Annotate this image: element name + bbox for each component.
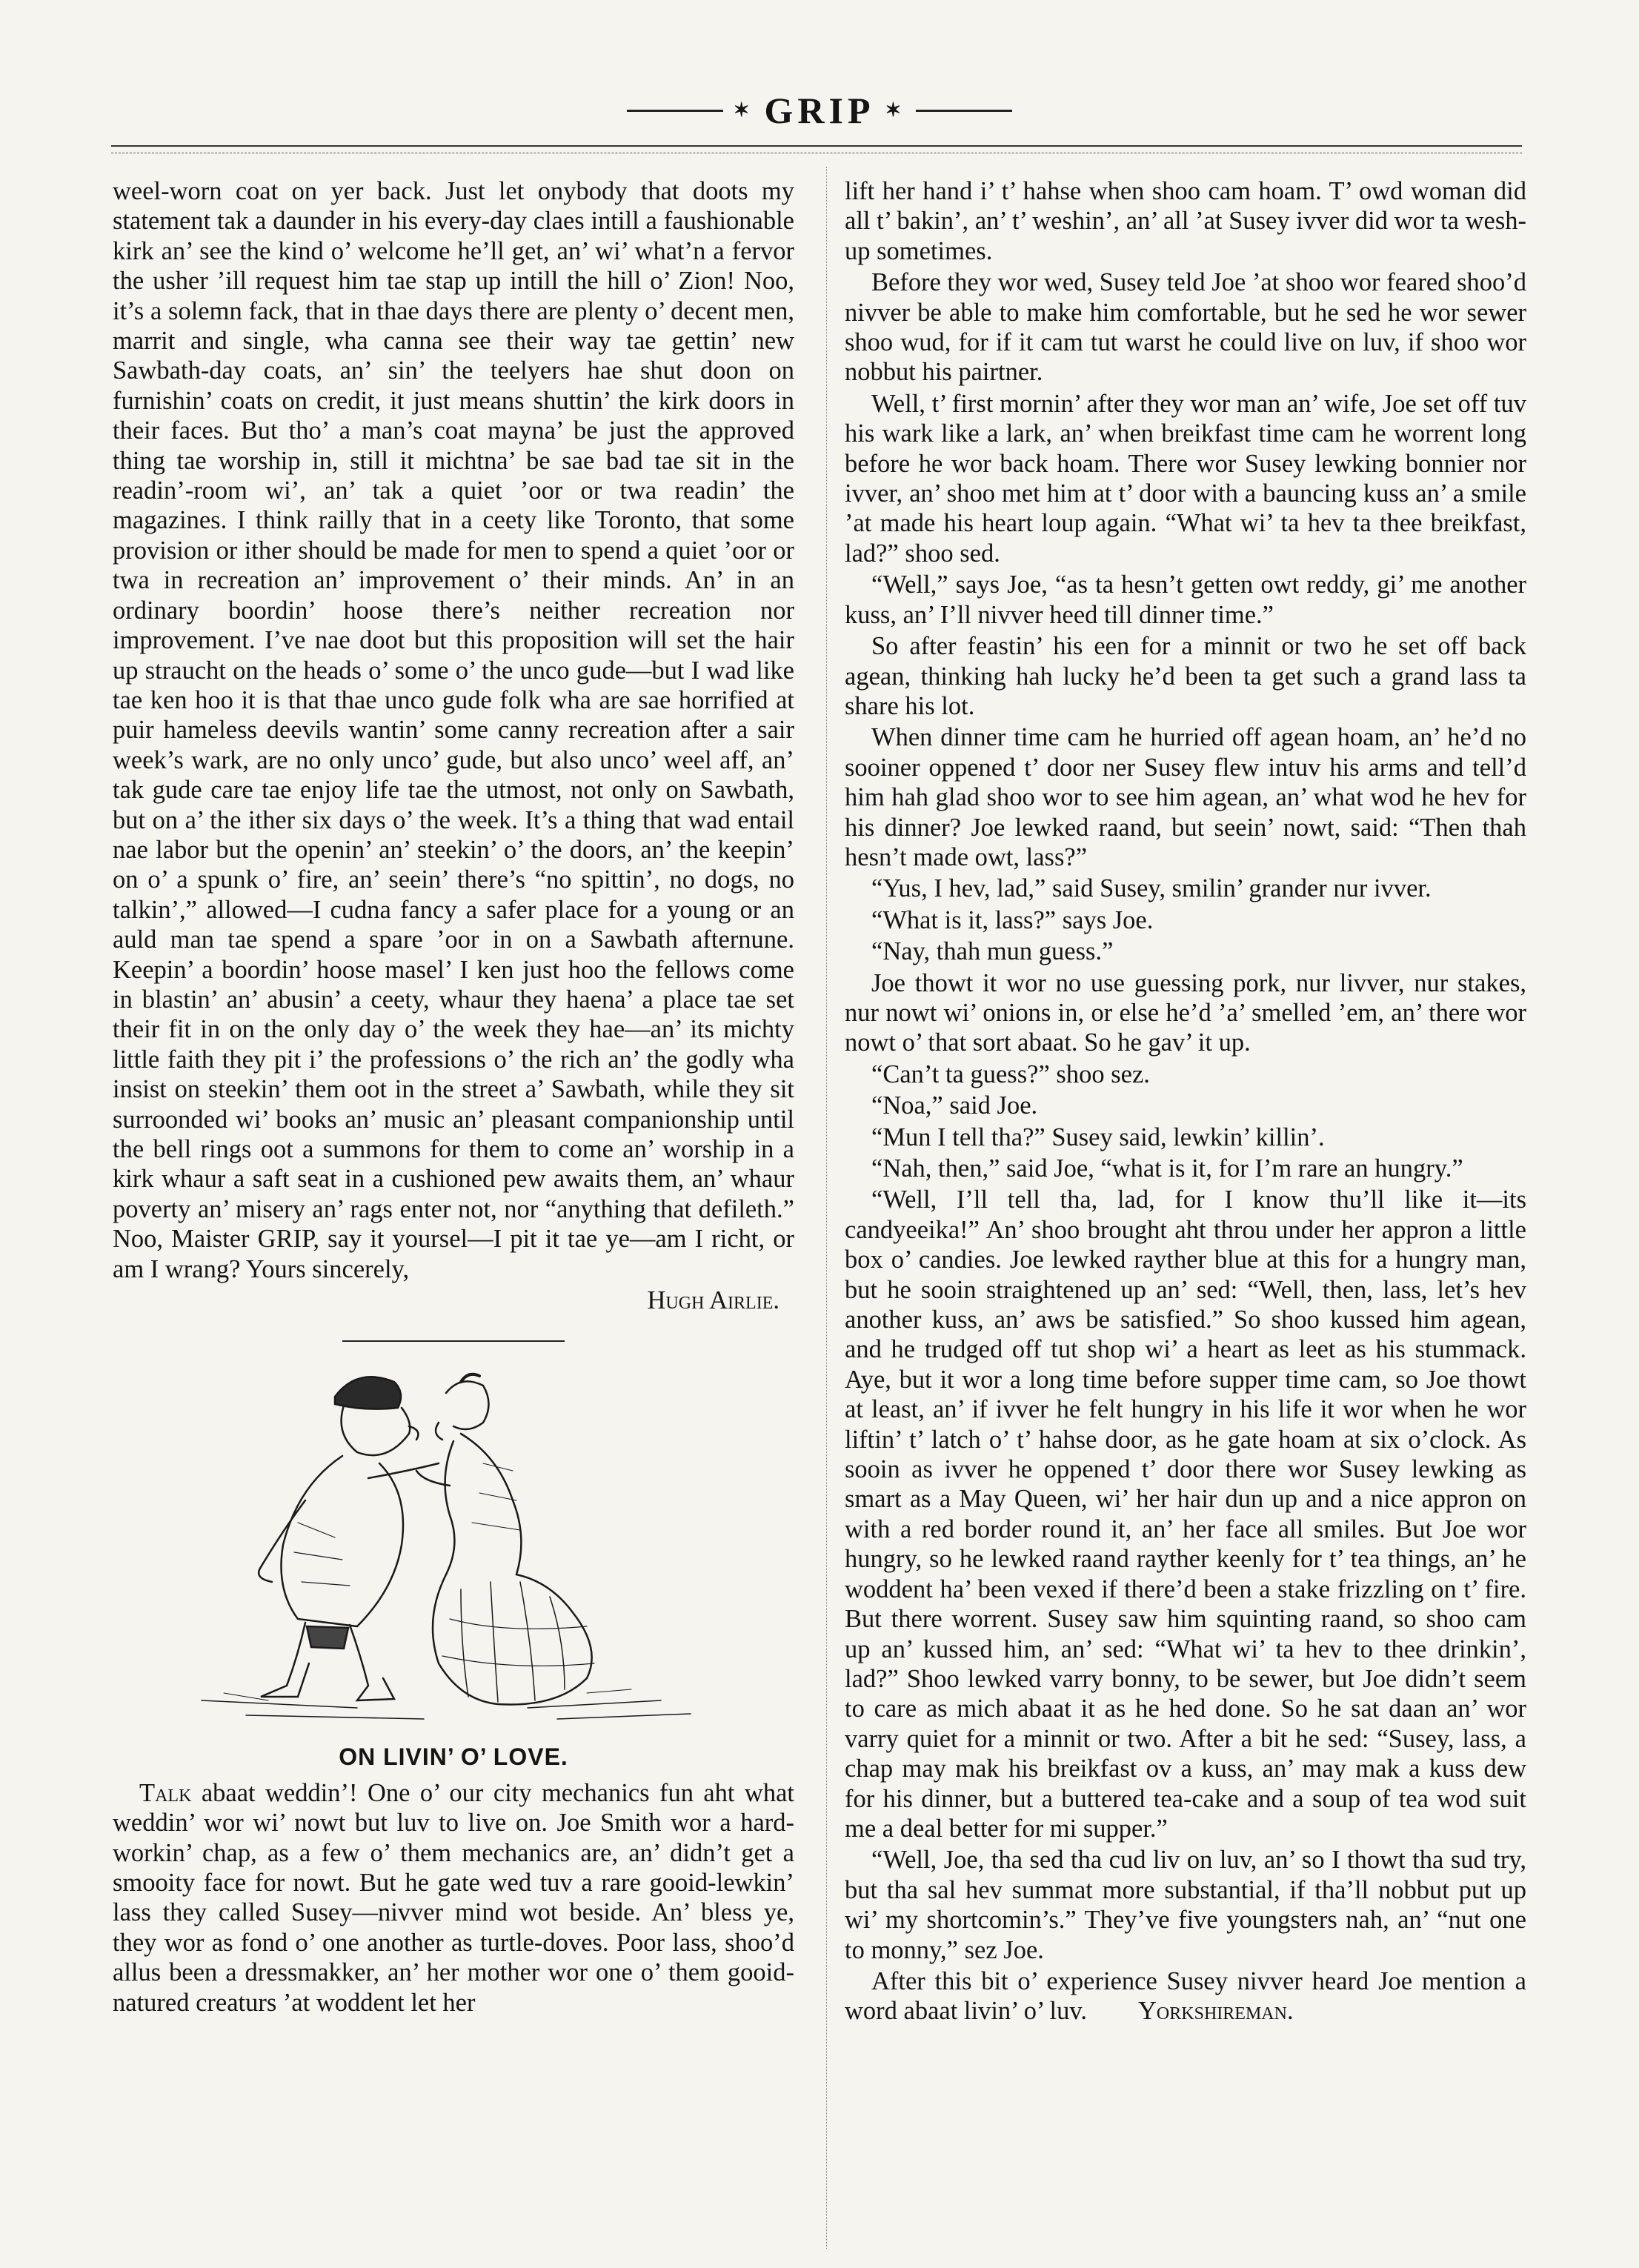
- section-separator: [342, 1340, 565, 1342]
- masthead: [627, 89, 1013, 132]
- header-rule: [111, 145, 1522, 147]
- story-paragraph: “Yus, I hev, lad,” said Susey, smilin’ grander nur ivver.: [871, 874, 1432, 903]
- left-column: [113, 176, 794, 2019]
- story-paragraph: [113, 1778, 794, 2018]
- story-headline: ON LIVIN’ O’ LOVE.: [339, 1743, 568, 1771]
- story-paragraph: Joe thowt it wor no use guessing pork, nur livver, nur stakes, nur nowt wi’ onions in, or else he’d ’a’ smelled ’em, an’ there wor nowt o’ that sort abaat. So he gav’ it up.: [845, 968, 1526, 1057]
- story-paragraph: Before they wor wed, Susey teld Joe ’at shoo wor feared shoo’d nivver be able to make him comfortable, but he sed he wor sewer shoo wud, for if it cam tut warst he could live on luv, if shoo wor nobbut his pairtner.: [845, 268, 1526, 387]
- final-paragraph: [845, 1966, 1526, 2026]
- masthead-title: GRIP: [764, 90, 875, 131]
- story-paragraph: “Nay, thah mun guess.”: [871, 937, 1114, 966]
- final-text: After this bit o’ experience Susey nivver heard Joe mention a word abaat livin’ o’ luv.: [845, 1966, 1526, 2026]
- star-icon: ✶: [733, 99, 754, 121]
- story-paragraph: “Noa,” said Joe.: [871, 1091, 1038, 1120]
- story-paragraph: “Well,” says Joe, “as ta hesn’t getten owt reddy, gi’ me another kuss, an’ I’ll nivver heed till dinner time.”: [845, 571, 1526, 629]
- story-first-word: Talk: [139, 1778, 192, 1807]
- story-paragraph: “Nah, then,” said Joe, “what is it, for I’m rare an hungry.”: [871, 1154, 1463, 1183]
- story-signature: Yorkshireman.: [1138, 1997, 1294, 2026]
- story-paragraph: “Mun I tell tha?” Susey said, lewkin’ killin’.: [871, 1123, 1325, 1151]
- letter-paragraph: weel-worn coat on yer back. Just let onybody that doots my statement tak a daunder in his every-day claes intill a faushionable kirk an’ see the kind o’ welcome he’ll get, an’ wi’ what’n a fervor the usher ’ill request him tae stap up intill the hill o’ Zion! Noo, it’s a solemn fack, that in thae days there are plenty o’ decent men, marrit and single, wha canna see their way tae gettin’ new Sawbath-day coats, an’ sin’ the teelyers hae shut doon on furnishin’ coats on credit, it just means shuttin’ the kirk doors in their faces. But tho’ a man’s coat mayna’ be just the approved thing tae worship in, still it michtna’ be sae bad tae sit in the readin’-room wi’, an’ tak a quiet ’oor or twa readin’ the magazines. I think railly that in a ceety like Toronto, that some provision or ither should be made for men to spend a quiet ’oor or twa in recreation an’ improvement o’ their minds. An’ in an ordinary boordin’ hoose there’s neither recreation nor improvement. I’ve nae doot but this proposition will set the hair up straucht on the heads o’ some o’ the unco gude—but I wad like tae ken hoo it is that thae unco gude folk wha are sae horrified at puir hameless deevils wantin’ some canny recreation after a sair week’s wark, are no only unco’ gude, but also unco’ weel aff, an’ tak gude care tae enjoy life tae the utmost, not only on Sawbath, but on a’ the ither six days o’ the week. It’s a thing that wad entail nae labor but the openin’ an’ steekin’ o’ the doors, an’ the keepin’ on o’ a spunk o’ fire, an’ seein’ there’s “no spittin’, no dogs, no talkin’,” allowed—I cudna fancy a safer place for a young or an auld man tae spend a spare ’oor in on a Sawbath afternune. Keepin’ a boordin’ hoose masel’ I ken just hoo the fellows come in blastin’ an’ abusin’ a ceety, whaur they haena’ a place tae set their fit in on the only day o’ the week they hae—an’ its michty little faith they pit i’ the professions o’ the rich an’ the godly wha insist on steekin’ them oot in the street a’ Sawbath, while they sit surroonded wi’ books an’ music an’ pleasant companionship until the bell rings oot a summons for them to come an’ worship in a kirk whaur a saft seat in a cushioned pew awaits them, an’ whaur poverty an’ misery an’ rags enter not, nor “anything that defileth.” Noo, Maister GRIP, say it yoursel—I pit it tae ye—am I richt, or am I wrang? Yours sincerely,: [113, 177, 794, 1283]
- star-icon: ✶: [885, 99, 906, 121]
- story-paragraph: “Well, Joe, tha sed tha cud liv on luv, an’ so I thowt tha sud try, but tha sal hev summat more substantial, if tha’ll nobbut put up wi’ my shortcomin’s.” They’ve five youngsters nah, an’ “nut one to monny,” sez Joe.: [845, 1846, 1526, 1964]
- column-divider: [826, 167, 827, 2249]
- story-paragraph: So after feastin’ his een for a minnit or two he set off back agean, thinking hah lucky he’d been ta get such a grand lass ta share his lot.: [845, 632, 1526, 720]
- right-column: [845, 176, 1526, 2028]
- masthead-rule-right: [916, 110, 1012, 112]
- story-paragraph: “What is it, lass?” says Joe.: [871, 905, 1154, 934]
- story-paragraph-text: abaat weddin’! One o’ our city mechanics fun aht what weddin’ wor wi’ nowt but luv to live on. Joe Smith wor a hard-workin’ chap, as a few o’ them mechanics are, an’ didn’t get a smooity face for nowt. But he gate wed tuv a rare gooid-lewkin’ lass they called Susey—nivver mind wot beside. An’ bless ye, they wor as fond o’ one another as turtle-doves. Poor lass, shoo’d allus been a dressmakker, an’ her mother wor one o’ them gooid-natured creaturs ’at woddent let her: [113, 1778, 794, 2017]
- masthead-rule-left: [627, 110, 723, 112]
- story-paragraph: lift her hand i’ t’ hahse when shoo cam hoam. T’ owd woman did all t’ bakin’, an’ t’ weshin’, an’ all ’at Susey ivver did wor ta wesh-up sometimes.: [845, 177, 1526, 265]
- story-paragraph: When dinner time cam he hurried off agean hoam, an’ he’d no sooiner oppened t’ door ner Susey flew intuv his arms and tell’d him hah glad shoo wor to see him agean, an’ what wod he hev for his dinner? Joe lewked raand, but seein’ nowt, said: “Then thah hesn’t made owt, lass?”: [845, 723, 1526, 871]
- kissing-couple-illustration: [113, 1352, 794, 1737]
- story-paragraph: “Can’t ta guess?” shoo sez.: [871, 1060, 1150, 1088]
- masthead-header: [0, 89, 1639, 132]
- story-paragraph: “Well, I’ll tell tha, lad, for I know thu’ll like it—its candyeeika!” An’ shoo brought aht throu under her appron a little box o’ candies. Joe lewked rayther blue at this for a hungry man, but he sooin straightened up an’ sed: “Well, then, lass, let’s hev another kuss, an’ aws be satisfied.” So shoo kussed him agean, and he trudged off tut shop wi’ a heart as leet as his stummack. Aye, but it wor a long time before supper time cam, so Joe thowt at least, an’ if ivver he felt hungry in his life it wor when he wor liftin’ t’ latch o’ t’ hahse door, as he gate hoam at six o’clock. As sooin as ivver he oppened t’ door there wor Susey lewking as smart as a May Queen, wi’ her hair dun up and a nice appron on with a red border round it, an’ her face all smiles. But Joe wor hungry, so he lewked raand rayther keenly for t’ tea things, an’ he woddent ha’ been vexed if there’d been a stake frizzling on t’ fire. But there worrent. Susey saw him squinting raand, so shoo cam up an’ kussed him, an’ sed: “What wi’ ta hev to thee drinkin’, lad?” Shoo lewked varry bonny, to be sewer, but Joe didn’t seem to care as mich abaat it as he hed done. So he sat daan an’ wor varry quiet for a minnit or two. After a bit he sed: “Susey, lass, a chap may mak his breikfast ov a kuss, an’ may mak a kuss dew for his dinner, but a buttered tea-cake and a soup of tea wod suit me a deal better for mi supper.”: [845, 1185, 1526, 1843]
- letter-signature: Hugh Airlie.: [647, 1286, 779, 1315]
- story-paragraph: Well, t’ first mornin’ after they wor man an’ wife, Joe set off tuv his wark like a lark, an’ when breikfast time cam he worrent long before he wor back hoam. There wor Susey lewking bonnier nor ivver, an’ shoo met him at t’ door with a bauncing kuss an’ a smile ’at made his heart loup again. “What wi’ ta hev ta thee breikfast, lad?” shoo sed.: [845, 389, 1526, 568]
